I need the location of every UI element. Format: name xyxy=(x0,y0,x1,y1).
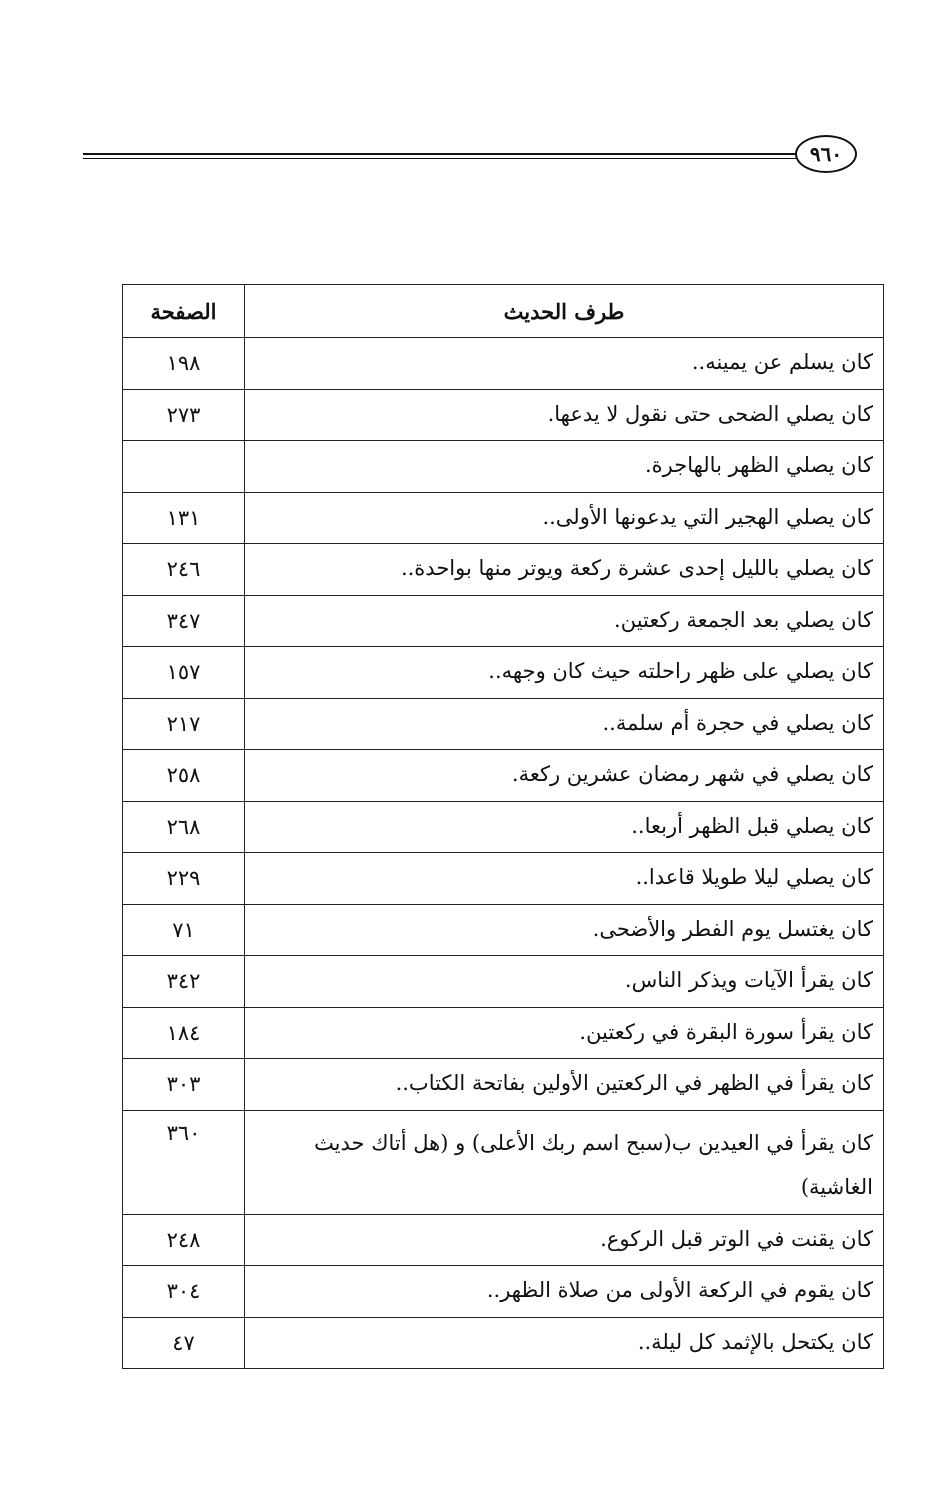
hadith-text: كان يصلي بعد الجمعة ركعتين. xyxy=(245,595,884,647)
page-ref xyxy=(123,441,245,493)
page-ref: ٣٤٢ xyxy=(123,956,245,1008)
hadith-text: كان يصلي في حجرة أم سلمة.. xyxy=(245,698,884,750)
page-ref: ٢٦٨ xyxy=(123,801,245,853)
hadith-text: كان يصلي على ظهر راحلته حيث كان وجهه.. xyxy=(245,647,884,699)
table-header-row xyxy=(123,285,884,338)
hadith-text: كان يصلي الضحى حتى نقول لا يدعها. xyxy=(245,389,884,441)
page-ref: ٤٧ xyxy=(123,1317,245,1369)
hadith-text: كان يسلم عن يمينه.. xyxy=(245,338,884,390)
page-ref: ٢٤٦ xyxy=(123,544,245,596)
hadith-text: كان يصلي بالليل إحدى عشرة ركعة ويوتر منها بواحدة.. xyxy=(245,544,884,596)
table-row xyxy=(123,750,884,802)
table-row xyxy=(123,801,884,853)
header-rule-thin xyxy=(83,158,803,159)
table-row xyxy=(123,441,884,493)
header-rule xyxy=(83,153,803,155)
page-ref: ١٣١ xyxy=(123,492,245,544)
page-ref: ٢٢٩ xyxy=(123,853,245,905)
page-number: ٩٦٠ xyxy=(809,142,843,166)
page-ref: ٣٤٧ xyxy=(123,595,245,647)
hadith-text: كان يصلي قبل الظهر أربعا.. xyxy=(245,801,884,853)
column-header-page: الصفحة xyxy=(123,285,245,338)
page-ref: ١٨٤ xyxy=(123,1007,245,1059)
hadith-index-table xyxy=(122,284,884,1369)
page-header xyxy=(0,0,950,200)
page-ref: ٣٦٠ xyxy=(123,1110,245,1214)
table-row xyxy=(123,647,884,699)
table-row xyxy=(123,1214,884,1266)
hadith-text: كان يصلي الهجير التي يدعونها الأولى.. xyxy=(245,492,884,544)
table-row xyxy=(123,595,884,647)
hadith-index-table-container xyxy=(122,284,884,1369)
table-row xyxy=(123,389,884,441)
page-ref: ٢٥٨ xyxy=(123,750,245,802)
table-row xyxy=(123,492,884,544)
table-row xyxy=(123,698,884,750)
hadith-text: كان يصلي في شهر رمضان عشرين ركعة. xyxy=(245,750,884,802)
table-row xyxy=(123,1266,884,1318)
table-row xyxy=(123,1317,884,1369)
table-row xyxy=(123,1007,884,1059)
hadith-text: كان يقرأ سورة البقرة في ركعتين. xyxy=(245,1007,884,1059)
hadith-text: كان يصلي الظهر بالهاجرة. xyxy=(245,441,884,493)
page-ref: ٣٠٣ xyxy=(123,1059,245,1111)
table-row xyxy=(123,853,884,905)
page-ref: ٢٤٨ xyxy=(123,1214,245,1266)
page-ref: ٣٠٤ xyxy=(123,1266,245,1318)
page-ref: ٢٧٣ xyxy=(123,389,245,441)
hadith-text: كان يصلي ليلا طويلا قاعدا.. xyxy=(245,853,884,905)
page-number-badge xyxy=(795,135,857,173)
column-header-hadith: طرف الحديث xyxy=(245,285,884,338)
hadith-text: كان يقرأ في الظهر في الركعتين الأولين بفاتحة الكتاب.. xyxy=(245,1059,884,1111)
page-ref: ١٩٨ xyxy=(123,338,245,390)
table-row xyxy=(123,956,884,1008)
hadith-text: كان يغتسل يوم الفطر والأضحى. xyxy=(245,904,884,956)
hadith-text: كان يقوم في الركعة الأولى من صلاة الظهر.. xyxy=(245,1266,884,1318)
hadith-text: كان يقرأ الآيات ويذكر الناس. xyxy=(245,956,884,1008)
hadith-text: كان يقرأ في العيدين ب(سبح اسم ربك الأعلى) و (هل أتاك حديث الغاشية) xyxy=(245,1110,884,1214)
hadith-text: كان يقنت في الوتر قبل الركوع. xyxy=(245,1214,884,1266)
page-ref: ٢١٧ xyxy=(123,698,245,750)
table-row xyxy=(123,1110,884,1214)
page-ref: ٧١ xyxy=(123,904,245,956)
table-row xyxy=(123,338,884,390)
page-ref: ١٥٧ xyxy=(123,647,245,699)
table-row xyxy=(123,904,884,956)
table-row xyxy=(123,1059,884,1111)
table-row xyxy=(123,544,884,596)
hadith-text: كان يكتحل بالإثمد كل ليلة.. xyxy=(245,1317,884,1369)
